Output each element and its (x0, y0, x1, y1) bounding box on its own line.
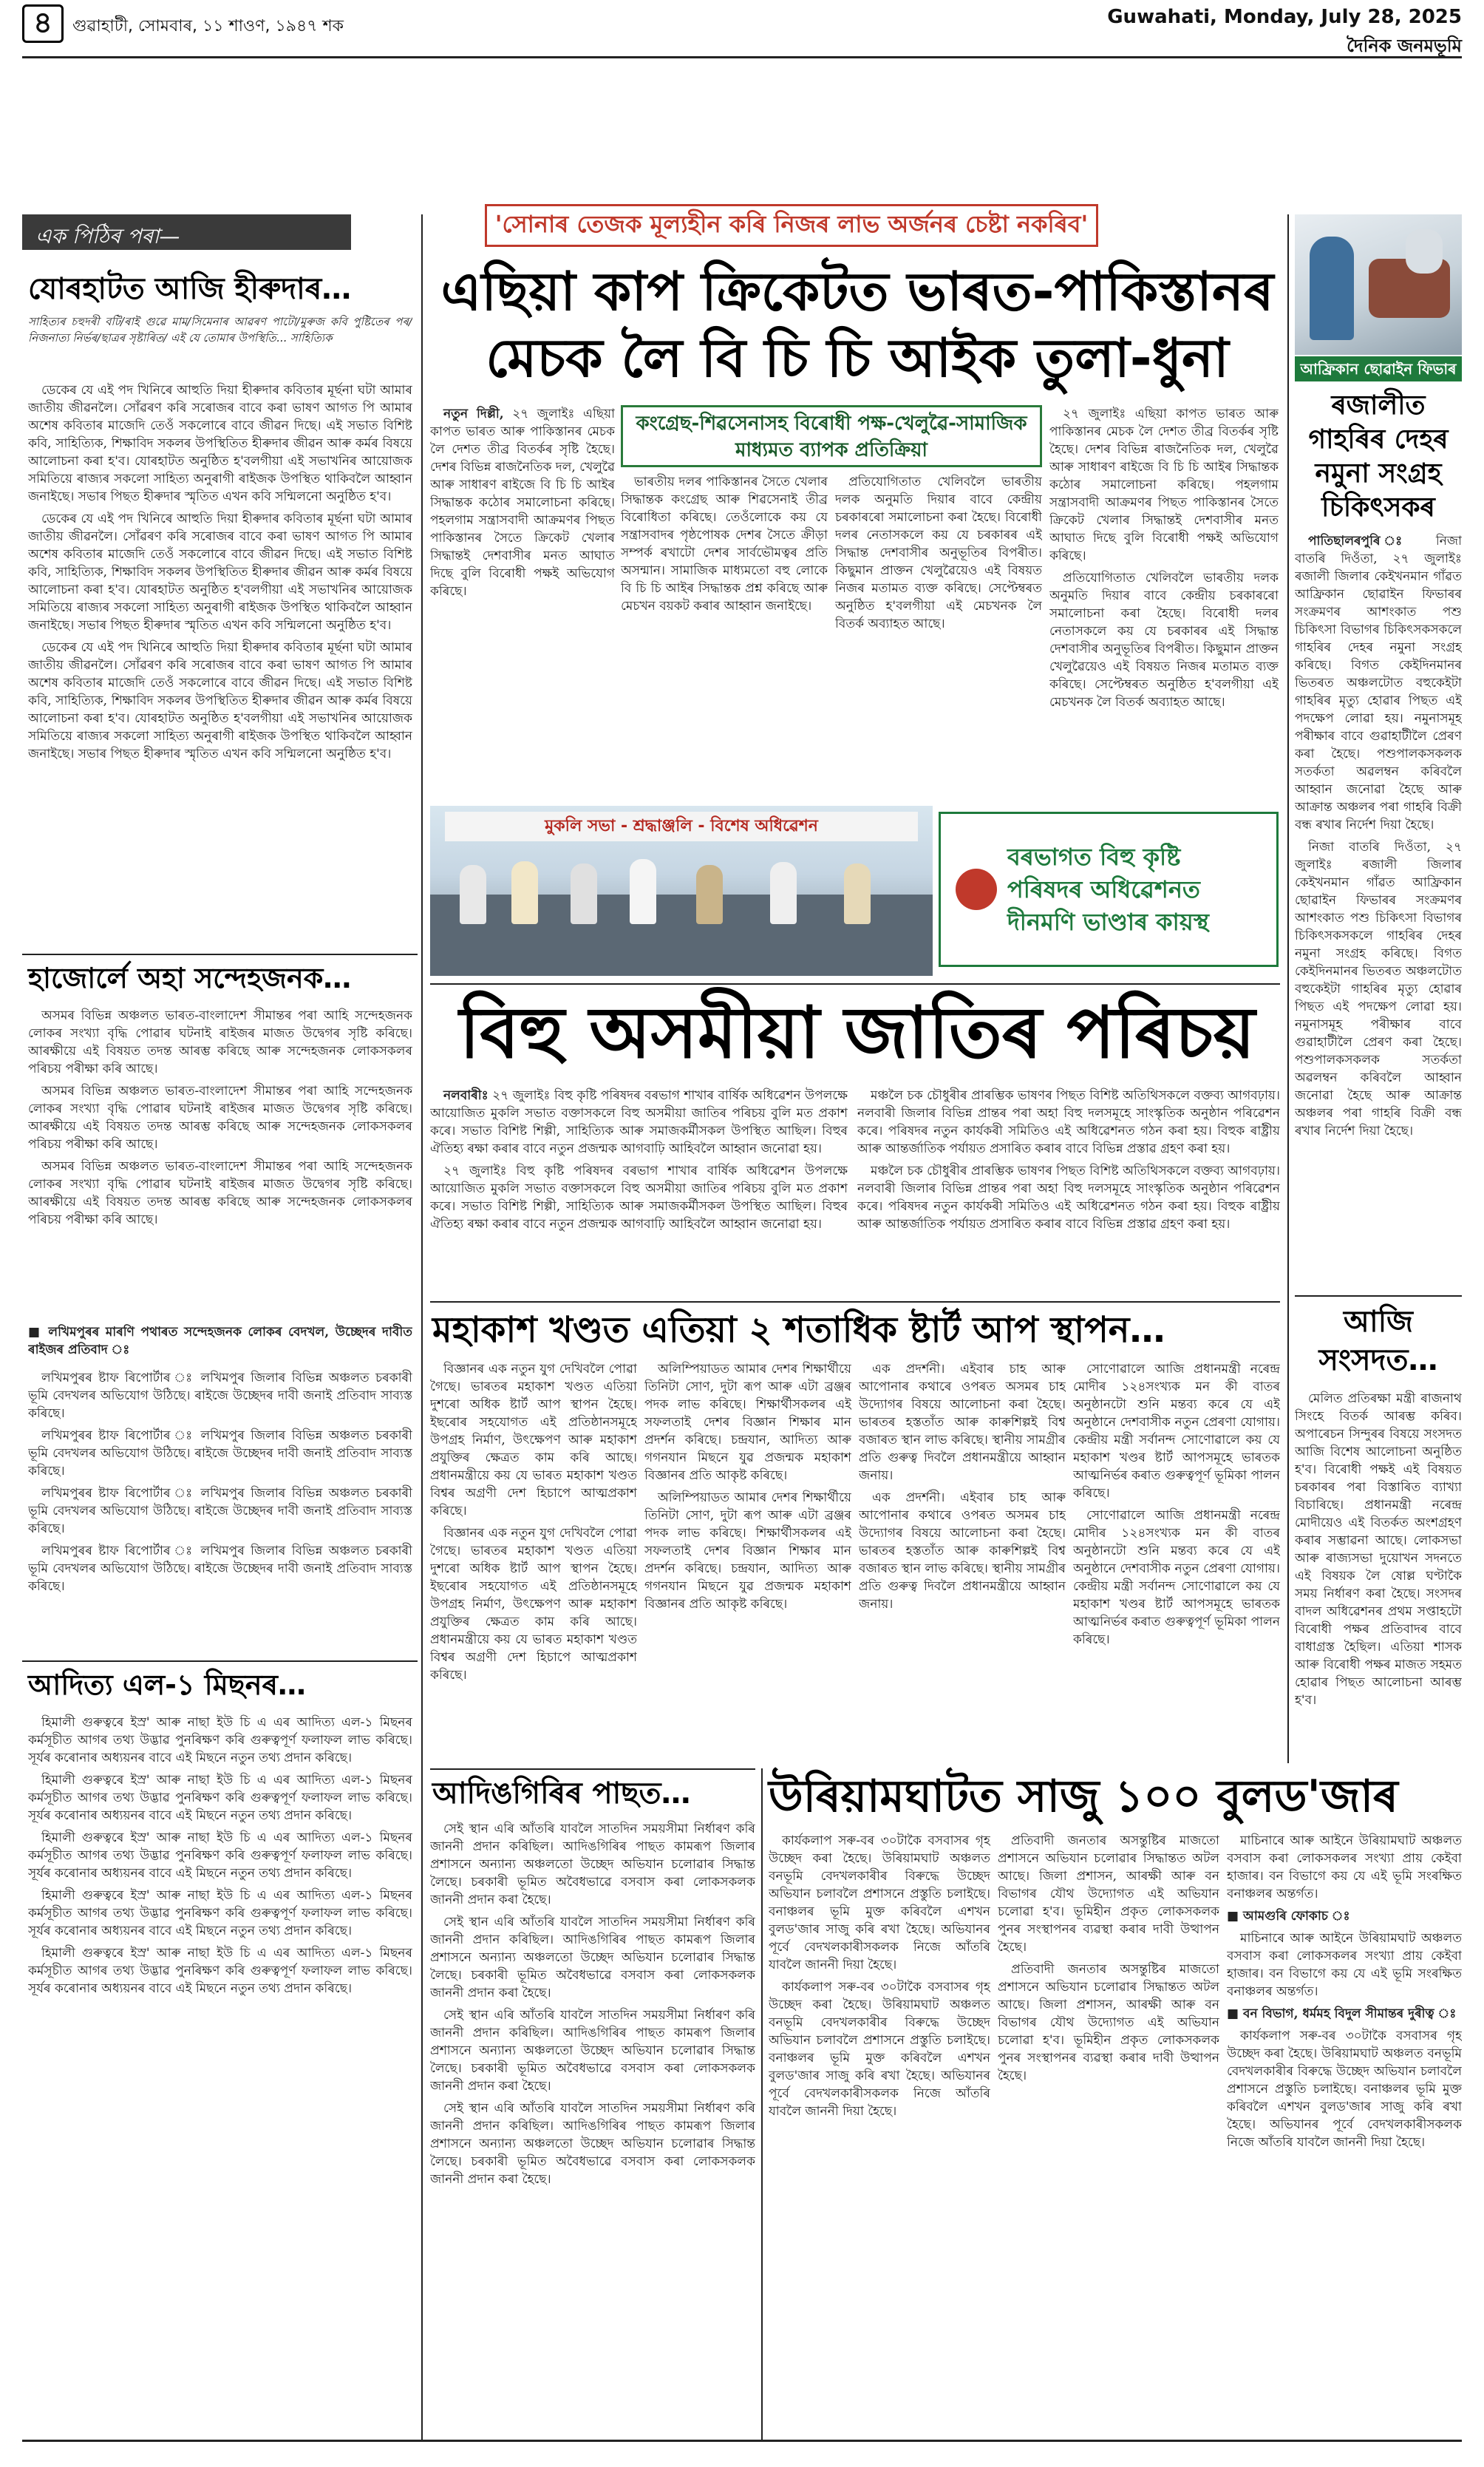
lead-paragraph: ভাৰতীয় দলৰ পাকিস্তানৰ সৈতে খেলাৰ সিদ্ধান্তক কংগ্ৰেছ আৰু শিৱসেনাই তীব্ৰ বিৰোধিতা কৰিছে। তেওঁলোকে কয় যে সন্ত্ৰাসবাদৰ পৃষ্ঠপোষক দেশৰ সৈতে ক্ৰীড়া সম্পৰ্ক ৰখাটো দেশৰ সাৰ্বভৌমত্বৰ প্ৰতি অসন্মান। সামাজিক মাধ্যমতো বহু লোকে বি চি চি আইৰ সিদ্ধান্তক প্ৰশ্ন কৰিছে আৰু মেচখন বয়কট কৰাৰ আহ্বান জনাইছে। (621, 475, 828, 614)
lead-body-c (835, 473, 1042, 798)
divider (22, 954, 418, 955)
story-paragraph: অসমৰ বিভিন্ন অঞ্চলত ভাৰত-বাংলাদেশ সীমান্তৰ পৰা আহি সন্দেহজনক লোকৰ সংখ্যা বৃদ্ধি পোৱাৰ ঘটনাই ৰাইজৰ মাজত উদ্বেগৰ সৃষ্টি কৰিছে। আৰক্ষীয়ে এই বিষয়ত তদন্ত আৰম্ভ কৰিছে আৰু সন্দেহজনক লোকসকলৰ পৰিচয় পৰীক্ষা কৰি আছে। (28, 1084, 412, 1152)
photo-person (696, 865, 723, 924)
adinggiri-paragraph: সেই স্থান এৰি আঁতৰি যাবলৈ সাতদিন সময়সীমা নিৰ্ধাৰণ কৰি জাননী প্ৰদান কৰিছিল। আদিঙগিৰিৰ পাছত কামৰূপ জিলাৰ প্ৰশাসনে অন্যান্য অঞ্চলতো উচ্ছেদ অভিযান চলোৱাৰ সিদ্ধান্ত লৈছে। চৰকাৰী ভূমিত অবৈধভাৱে বসবাস কৰা লোকসকলক জাননী প্ৰদান কৰা হৈছে। (430, 2101, 755, 2187)
divider (430, 983, 1280, 985)
lead-body-b (621, 473, 828, 798)
uriamghat-body-c (1227, 1832, 1462, 2434)
adinggiri-headline: আদিঙগিৰিৰ পাছত… (432, 1777, 691, 1811)
lead-paragraph: প্ৰতিযোগিতাত খেলিবলৈ ভাৰতীয় দলক অনুমতি দিয়াৰ বাবে কেন্দ্ৰীয় চৰকাৰৰো সমালোচনা কৰা হৈছে। বিৰোধী দলৰ নেতাসকলে কয় যে চৰকাৰৰ এই সিদ্ধান্ত দেশবাসীৰ অনুভূতিৰ বিপৰীত। কিছুমান প্ৰাক্তন খেলুৱৈয়েও এই বিষয়ত নিজৰ মতামত ব্যক্ত কৰিছে। সেপ্টেম্বৰত অনুষ্ঠিত হ'বলগীয়া এই মেচখনক লৈ বিতৰ্ক অব্যাহত আছে। (835, 475, 1042, 631)
footer-rule (22, 2440, 1462, 2442)
uriamghat-paragraph: কাৰ্যকলাপ সৰু-বৰ ৩০টাকৈ বসবাসৰ গৃহ উচ্ছেদ কৰা হৈছে। উৰিয়ামঘাট অঞ্চলত বনভূমি বেদখলকাৰীৰ বিৰুদ্ধে উচ্ছেদ অভিযান চলাবলৈ প্ৰশাসনে প্ৰস্তুতি চলাইছে। বনাঞ্চলৰ ভূমি মুক্ত কৰিবলৈ এশখন বুলড'জাৰ সাজু কৰি ৰখা হৈছে। অভিযানৰ পূৰ্বে বেদখলকাৰীসকলক নিজে আঁতৰি যাবলৈ জাননী দিয়া হৈছে। (769, 1980, 990, 2119)
page-number: ৪ (22, 4, 64, 43)
space-body-c (859, 1360, 1066, 1760)
uriamghat-paragraph: মাচিনাৰে আৰু আইনে উৰিয়ামঘাট অঞ্চলত বসবাস কৰা লোকসকলৰ সংখ্যা প্ৰায় কেইবা হাজাৰ। বন বিভাগে কয় যে এই ভূমি সংৰক্ষিত বনাঞ্চলৰ অন্তৰ্গত। (1227, 1931, 1462, 1999)
photo-person (1310, 237, 1354, 340)
story-paragraph: অসমৰ বিভিন্ন অঞ্চলত ভাৰত-বাংলাদেশ সীমান্তৰ পৰা আহি সন্দেহজনক লোকৰ সংখ্যা বৃদ্ধি পোৱাৰ ঘটনাই ৰাইজৰ মাজত উদ্বেগৰ সৃষ্টি কৰিছে। আৰক্ষীয়ে এই বিষয়ত তদন্ত আৰম্ভ কৰিছে আৰু সন্দেহজনক লোকসকলৰ পৰিচয় পৰীক্ষা কৰি আছে। (28, 1159, 412, 1227)
section-tag: এক পিঠিৰ পৰা— (22, 214, 351, 250)
space-paragraph: এক প্ৰদৰ্শনী। এইবাৰ চাহ আৰু আপোনাৰ কথাৰে ওপৰত অসমৰ চাহ উদ্যোগৰ বিষয়ে আলোচনা কৰা হৈছে। ভাৰতৰ হস্ততাঁত আৰু কাৰুশিল্পই বিশ্ব বজাৰত স্থান লাভ কৰিছে। স্থানীয় সামগ্ৰীৰ প্ৰতি গুৰুত্ব দিবলৈ প্ৰধানমন্ত্ৰীয়ে আহ্বান জনায়। (859, 1490, 1066, 1612)
story-paragraph: ডেকেৰ যে এই পদ খিনিৰে আহুতি দিয়া হীৰুদাৰ কবিতাৰ মূৰ্ছনা ঘটা আমাৰ জাতীয় জীৱনলৈ। সোঁৱৰণ কৰি সৰোজৰ বাবে কৰা ভাষণ আগত পি আমাৰ অশেষ কবিতাৰ মাজেদি তেওঁ সকলোৰে বাবে জীৱন দিছে। এই সভাত বিশিষ্ট কবি, সাহিত্যিক, শিক্ষাবিদ সকলৰ উপস্থিতিত হীৰুদাৰ জীৱন আৰু কৰ্মৰ বিষয়ে আলোচনা কৰা হ'ব। যোৰহাটত অনুষ্ঠিত হ'বলগীয়া এই সভাখনিৰ আয়োজক সমিতিয়ে ৰাজ্যৰ সকলো সাহিত্য অনুৰাগী ৰাইজক উপস্থিত থাকিবলৈ আহ্বান জনাইছে। সভাৰ পিছত হীৰুদাৰ স্মৃতিত এখন কবি সন্মিলনো অনুষ্ঠিত হ'ব। (28, 512, 412, 633)
lead-headline-line2: মেচক লৈ বি চি চি আইক তুলা-ধুনা (486, 327, 1229, 389)
space-paragraph: সোণোৱালে আজি প্ৰধানমন্ত্ৰী নৰেন্দ্ৰ মোদীৰ ১২৪সংখ্যক মন কী বাতৰ অনুষ্ঠানটো শুনি মন্তব্য কৰে যে এই অনুষ্ঠানে দেশবাসীক নতুন প্ৰেৰণা যোগায়। কেন্দ্ৰীয় মন্ত্ৰী সৰ্বানন্দ সোণোৱালে কয় যে মহাকাশ খণ্ডৰ ষ্টাৰ্ট আপসমূহে ভাৰতক আত্মনিৰ্ভৰ কৰাত গুৰুত্বপূৰ্ণ ভূমিকা পালন কৰিছে। (1073, 1362, 1280, 1501)
story-paragraph: লখিমপুৰৰ ষ্টাফ ৰিপোৰ্টাৰ ঃ লখিমপুৰ জিলাৰ বিভিন্ন অঞ্চলত চৰকাৰী ভূমি বেদখলৰ অভিযোগ উঠিছে। ৰাইজে উচ্ছেদৰ দাবী জনাই প্ৰতিবাদ সাব্যস্ত কৰিছে। (28, 1428, 412, 1479)
story-headline-hajo: হাজোৰ্লে অহা সন্দেহজনক… (28, 962, 352, 994)
bullet-icon (956, 869, 997, 910)
bihu-paragraph: মঞ্চলৈ চক চৌধুৰীৰ প্ৰাৰম্ভিক ভাষণৰ পিছত বিশিষ্ট অতিথিসকলে বক্তব্য আগবঢ়ায়। নলবাৰী জিলাৰ বিভিন্ন প্ৰান্তৰ পৰা অহা বিহু দলসমূহে সাংস্কৃতিক অনুষ্ঠান পৰিৱেশন কৰে। পৰিষদৰ নতুন কাৰ্যকৰী সমিতিও এই অধিৱেশনত গঠন কৰা হয়। বিহুক ৰাষ্ট্ৰীয় আৰু আন্তৰ্জাতিক পৰ্যায়ত প্ৰসাৰিত কৰাৰ বাবে বিভিন্ন প্ৰস্তাৱ গ্ৰহণ কৰা হয়। (857, 1164, 1280, 1232)
photo-person (844, 863, 871, 924)
bihu-paragraph (430, 1087, 848, 1158)
story-intro-jorhat: সাহিত্যৰ চহুদৰী বটি/ৰাই গুৱে মাম/সিমেনাৰ আৱৰণ পাটো/মুৰুজ কবি পুষ্টিতেৰ পৰ/নিজনাত্য নিৰ্ভৰ/ছাত্ৰৰ সৃষ্টাৰিত/ এই যে তোমাৰ উপস্থিতি... সাহিত্যিক (28, 315, 412, 345)
uriamghat-subhead: ■ বন বিভাগ, ধৰ্মমহ বিদুল সীমান্তৰ দুৰীত্ব ঃ (1227, 2006, 1457, 2021)
space-paragraph: সোণোৱালে আজি প্ৰধানমন্ত্ৰী নৰেন্দ্ৰ মোদীৰ ১২৪সংখ্যক মন কী বাতৰ অনুষ্ঠানটো শুনি মন্তব্য কৰে যে এই অনুষ্ঠানে দেশবাসীক নতুন প্ৰেৰণা যোগায়। কেন্দ্ৰীয় মন্ত্ৰী সৰ্বানন্দ সোণোৱালে কয় যে মহাকাশ খণ্ডৰ ষ্টাৰ্ট আপসমূহে ভাৰতক আত্মনিৰ্ভৰ কৰাত গুৰুত্বপূৰ্ণ ভূমিকা পালন কৰিছে। (1073, 1508, 1280, 1647)
divider (22, 1660, 418, 1662)
bihu-byline: নলবাৰীঃ (443, 1088, 489, 1103)
vet-photo-caption: আফ্ৰিকান ছোৱাইন ফিভাৰ (1295, 356, 1462, 381)
space-paragraph: এক প্ৰদৰ্শনী। এইবাৰ চাহ আৰু আপোনাৰ কথাৰে ওপৰত অসমৰ চাহ উদ্যোগৰ বিষয়ে আলোচনা কৰা হৈছে। ভাৰতৰ হস্ততাঁত আৰু কাৰুশিল্পই বিশ্ব বজাৰত স্থান লাভ কৰিছে। স্থানীয় সামগ্ৰীৰ প্ৰতি গুৰুত্ব দিবলৈ প্ৰধানমন্ত্ৰীয়ে আহ্বান জনায়। (859, 1362, 1066, 1483)
lead-headline-line1: এছিয়া কাপ ক্ৰিকেটত ভাৰত-পাকিস্তানৰ (440, 260, 1274, 322)
space-paragraph: বিজ্ঞানৰ এক নতুন যুগ দেখিবলৈ পোৱা গৈছে। ভাৰতৰ মহাকাশ খণ্ডত এতিয়া দুশৰো অধিক ষ্টাৰ্ট আপ স্থাপন হৈছে। ইছৰোৰ সহযোগত এই প্ৰতিষ্ঠানসমূহে উপগ্ৰহ নিৰ্মাণ, উৎক্ষেপণ আৰু মহাকাশ প্ৰযুক্তিৰ ক্ষেত্ৰত কাম কৰি আছে। প্ৰধানমন্ত্ৰীয়ে কয় যে ভাৰত মহাকাশ খণ্ডত বিশ্বৰ অগ্ৰণী দেশ হিচাপে আত্মপ্ৰকাশ কৰিছে। (430, 1526, 637, 1683)
photo-person (571, 863, 597, 924)
divider (430, 1768, 755, 1770)
rangia-paragraph (1295, 532, 1462, 834)
uriamghat-paragraph: প্ৰতিবাদী জনতাৰ অসন্তুষ্টিৰ মাজতো প্ৰশাসনে অভিযান চলোৱাৰ সিদ্ধান্তত অটল আছে। জিলা প্ৰশাসন, আৰক্ষী আৰু বন বিভাগৰ যৌথ উদ্যোগত এই অভিযান চলোৱা হ'ব। ভূমিহীন প্ৰকৃত লোকসকলক পুনৰ সংস্থাপনৰ ব্যৱস্থা কৰাৰ দাবী উত্থাপন হৈছে। (998, 1962, 1219, 2083)
story-subhead-lakhimpur: ■ লখিমপুৰৰ মাৰণি পথাৰত সন্দেহজনক লোকৰ বেদখল, উচ্ছেদৰ দাবীত ৰাইজৰ প্ৰতিবাদ ঃ (28, 1325, 412, 1357)
photo-stage-banner: মুকলি সভা - শ্ৰদ্ধাঞ্জলি - বিশেষ অধিৱেশন (445, 812, 918, 841)
uriamghat-paragraph: প্ৰতিবাদী জনতাৰ অসন্তুষ্টিৰ মাজতো প্ৰশাসনে অভিযান চলোৱাৰ সিদ্ধান্তত অটল আছে। জিলা প্ৰশাসন, আৰক্ষী আৰু বন বিভাগৰ যৌথ উদ্যোগত এই অভিযান চলোৱা হ'ব। ভূমিহীন প্ৰকৃত লোকসকলক পুনৰ সংস্থাপনৰ ব্যৱস্থা কৰাৰ দাবী উত্থাপন হৈছে। (998, 1833, 1219, 1955)
photo-person (511, 861, 538, 924)
story-paragraph: ডেকেৰ যে এই পদ খিনিৰে আহুতি দিয়া হীৰুদাৰ কবিতাৰ মূৰ্ছনা ঘটা আমাৰ জাতীয় জীৱনলৈ। সোঁৱৰণ কৰি সৰোজৰ বাবে কৰা ভাষণ আগত পি আমাৰ অশেষ কবিতাৰ মাজেদি তেওঁ সকলোৰে বাবে জীৱন দিছে। এই সভাত বিশিষ্ট কবি, সাহিত্যিক, শিক্ষাবিদ সকলৰ উপস্থিতিত হীৰুদাৰ জীৱন আৰু কৰ্মৰ বিষয়ে আলোচনা কৰা হ'ব। যোৰহাটত অনুষ্ঠিত হ'বলগীয়া এই সভাখনিৰ আয়োজক সমিতিয়ে ৰাজ্যৰ সকলো সাহিত্য অনুৰাগী ৰাইজক উপস্থিত থাকিবলৈ আহ্বান জনাইছে। সভাৰ পিছত হীৰুদাৰ স্মৃতিত এখন কবি সন্মিলনো অনুষ্ঠিত হ'ব। (28, 383, 412, 504)
space-paragraph: অলিম্পিয়াডত আমাৰ দেশৰ শিক্ষাৰ্থীয়ে তিনিটা সোণ, দুটা ৰূপ আৰু এটা ব্ৰঞ্জৰ পদক লাভ কৰিছে। শিক্ষাৰ্থীসকলৰ এই সফলতাই দেশৰ বিজ্ঞান শিক্ষাৰ মান প্ৰদৰ্শন কৰিছে। চন্দ্ৰযান, আদিত্য আৰু গগনযান মিছনে যুৱ প্ৰজন্মক মহাকাশ বিজ্ঞানৰ প্ৰতি আকৃষ্ট কৰিছে। (644, 1362, 851, 1483)
photo-person (1406, 229, 1443, 274)
story-body-lakhimpur (28, 1369, 412, 1646)
rangia-text: নিজা বাতৰি দিওঁতা, ২৭ জুলাইঃ ৰজালী জিলাৰ কেইখনমান গাঁৱত আফ্ৰিকান ছোৱাইন ফিভাৰৰ সংক্ৰমণৰ আশংকাত পশু চিকিৎসা বিভাগৰ চিকিৎসকসকলে গাহৰিৰ দেহৰ নমুনা সংগ্ৰহ কৰিছে। বিগত কেইদিনমানৰ ভিতৰত অঞ্চলটোত বহুকেইটা গাহৰিৰ মৃত্যু হোৱাৰ পিছত এই পদক্ষেপ লোৱা হয়। নমুনাসমূহ পৰীক্ষাৰ বাবে গুৱাহাটীলৈ প্ৰেৰণ কৰা হৈছে। পশুপালকসকলক সতৰ্কতা অৱলম্বন কৰিবলৈ আহ্বান জনোৱা হৈছে আৰু আক্ৰান্ত অঞ্চলৰ পৰা গাহৰি বিক্ৰী বন্ধ ৰখাৰ নিৰ্দেশ দিয়া হৈছে। (1295, 534, 1462, 832)
parliament-body (1295, 1390, 1462, 1760)
lead-body-a (430, 405, 615, 797)
ad-box (939, 812, 1279, 967)
lead-sub-banner: কংগ্ৰেছ-শিৱসেনাসহ বিৰোধী পক্ষ-খেলুৱৈ-সামাজিক মাধ্যমত ব্যাপক প্ৰতিক্ৰিয়া (621, 405, 1042, 467)
story-paragraph: ডেকেৰ যে এই পদ খিনিৰে আহুতি দিয়া হীৰুদাৰ কবিতাৰ মূৰ্ছনা ঘটা আমাৰ জাতীয় জীৱনলৈ। সোঁৱৰণ কৰি সৰোজৰ বাবে কৰা ভাষণ আগত পি আমাৰ অশেষ কবিতাৰ মাজেদি তেওঁ সকলোৰে বাবে জীৱন দিছে। এই সভাত বিশিষ্ট কবি, সাহিত্যিক, শিক্ষাবিদ সকলৰ উপস্থিতিত হীৰুদাৰ জীৱন আৰু কৰ্মৰ বিষয়ে আলোচনা কৰা হ'ব। যোৰহাটত অনুষ্ঠিত হ'বলগীয়া এই সভাখনিৰ আয়োজক সমিতিয়ে ৰাজ্যৰ সকলো সাহিত্য অনুৰাগী ৰাইজক উপস্থিত থাকিবলৈ আহ্বান জনাইছে। সভাৰ পিছত হীৰুদাৰ স্মৃতিত এখন কবি সন্মিলনো অনুষ্ঠিত হ'ব। (28, 640, 412, 761)
lead-paragraph: প্ৰতিযোগিতাত খেলিবলৈ ভাৰতীয় দলক অনুমতি দিয়াৰ বাবে কেন্দ্ৰীয় চৰকাৰৰো সমালোচনা কৰা হৈছে। বিৰোধী দলৰ নেতাসকলে কয় যে চৰকাৰৰ এই সিদ্ধান্ত দেশবাসীৰ অনুভূতিৰ বিপৰীত। কিছুমান প্ৰাক্তন খেলুৱৈয়েও এই বিষয়ত নিজৰ মতামত ব্যক্ত কৰিছে। সেপ্টেম্বৰত অনুষ্ঠিত হ'বলগীয়া এই মেচখনক লৈ বিতৰ্ক অব্যাহত আছে। (1049, 571, 1279, 710)
story-paragraph: অসমৰ বিভিন্ন অঞ্চলত ভাৰত-বাংলাদেশ সীমান্তৰ পৰা আহি সন্দেহজনক লোকৰ সংখ্যা বৃদ্ধি পোৱাৰ ঘটনাই ৰাইজৰ মাজত উদ্বেগৰ সৃষ্টি কৰিছে। আৰক্ষীয়ে এই বিষয়ত তদন্ত আৰম্ভ কৰিছে আৰু সন্দেহজনক লোকসকলৰ পৰিচয় পৰীক্ষা কৰি আছে। (28, 1008, 412, 1076)
lead-body-d (1049, 405, 1279, 797)
uriamghat-body-a (769, 1832, 990, 2434)
space-body-b (644, 1360, 851, 1760)
photo-person (460, 865, 486, 924)
rangia-headline: ৰজালীত গাহৰিৰ দেহৰ নমুনা সংগ্ৰহ চিকিৎসকৰ (1308, 390, 1449, 523)
space-body-a (430, 1360, 637, 1760)
adinggiri-paragraph: সেই স্থান এৰি আঁতৰি যাবলৈ সাতদিন সময়সীমা নিৰ্ধাৰণ কৰি জাননী প্ৰদান কৰিছিল। আদিঙগিৰিৰ পাছত কামৰূপ জিলাৰ প্ৰশাসনে অন্যান্য অঞ্চলতো উচ্ছেদ অভিযান চলোৱাৰ সিদ্ধান্ত লৈছে। চৰকাৰী ভূমিত অবৈধভাৱে বসবাস কৰা লোকসকলক জাননী প্ৰদান কৰা হৈছে। (430, 1915, 755, 2001)
space-headline: মহাকাশ খণ্ডত এতিয়া ২ শতাধিক ষ্টাৰ্ট আপ স্থাপন… (432, 1309, 1165, 1351)
bihu-body-a (430, 1087, 848, 1294)
lead-paragraph: ২৭ জুলাইঃ এছিয়া কাপত ভাৰত আৰু পাকিস্তানৰ মেচক লৈ দেশত তীব্ৰ বিতৰ্কৰ সৃষ্টি হৈছে। দেশৰ বিভিন্ন ৰাজনৈতিক দল, খেলুৱৈ আৰু সাধাৰণ ৰাইজে বি চি চি আইৰ সিদ্ধান্তক কঠোৰ সমালোচনা কৰিছে। পহলগাম সন্ত্ৰাসবাদী আক্ৰমণৰ পিছত পাকিস্তানৰ সৈতে ক্ৰিকেট খেলাৰ সিদ্ধান্তই দেশবাসীৰ মনত আঘাত দিছে বুলি বিৰোধী পক্ষই অভিযোগ কৰিছে। (1049, 407, 1279, 563)
bihu-paragraph: মঞ্চলৈ চক চৌধুৰীৰ প্ৰাৰম্ভিক ভাষণৰ পিছত বিশিষ্ট অতিথিসকলে বক্তব্য আগবঢ়ায়। নলবাৰী জিলাৰ বিভিন্ন প্ৰান্তৰ পৰা অহা বিহু দলসমূহে সাংস্কৃতিক অনুষ্ঠান পৰিৱেশন কৰে। পৰিষদৰ নতুন কাৰ্যকৰী সমিতিও এই অধিৱেশনত গঠন কৰা হয়। বিহুক ৰাষ্ট্ৰীয় আৰু আন্তৰ্জাতিক পৰ্যায়ত প্ৰসাৰিত কৰাৰ বাবে বিভিন্ন প্ৰস্তাৱ গ্ৰহণ কৰা হয়। (857, 1088, 1280, 1156)
ad-box-title: বৰভাগত বিহু কৃষ্টি পৰিষদৰ অধিৱেশনত দীনমণি ভাণ্ডাৰ কায়স্থ (1007, 843, 1209, 936)
parliament-headline: আজি সংসদত… (1318, 1305, 1438, 1377)
story-paragraph: হিমালী গুৰুত্বৰে ইস্ৰ' আৰু নাছা ইউ চি এ এৰ আদিত্য এল-১ মিছনৰ কৰ্মসূচীত আগৰ তথ্য উদ্ভাৱ পুনৰিক্ষণ কৰি গুৰুত্বপূৰ্ণ ফলাফল লাভ কৰিছে। সূৰ্যৰ কৰোনাৰ অধ্যয়নৰ বাবে এই মিছনে নতুন তথ্য প্ৰদান কৰিছে। (28, 1888, 412, 1938)
space-body-d (1073, 1360, 1280, 1760)
story-body-hajo (28, 1007, 412, 1317)
column-rule (421, 214, 423, 2440)
space-paragraph: অলিম্পিয়াডত আমাৰ দেশৰ শিক্ষাৰ্থীয়ে তিনিটা সোণ, দুটা ৰূপ আৰু এটা ব্ৰঞ্জৰ পদক লাভ কৰিছে। শিক্ষাৰ্থীসকলৰ এই সফলতাই দেশৰ বিজ্ঞান শিক্ষাৰ মান প্ৰদৰ্শন কৰিছে। চন্দ্ৰযান, আদিত্য আৰু গগনযান মিছনে যুৱ প্ৰজন্মক মহাকাশ বিজ্ঞানৰ প্ৰতি আকৃষ্ট কৰিছে। (644, 1490, 851, 1612)
story-paragraph: হিমালী গুৰুত্বৰে ইস্ৰ' আৰু নাছা ইউ চি এ এৰ আদিত্য এল-১ মিছনৰ কৰ্মসূচীত আগৰ তথ্য উদ্ভাৱ পুনৰিক্ষণ কৰি গুৰুত্বপূৰ্ণ ফলাফল লাভ কৰিছে। সূৰ্যৰ কৰোনাৰ অধ্যয়নৰ বাবে এই মিছনে নতুন তথ্য প্ৰদান কৰিছে। (28, 1946, 412, 1996)
story-paragraph: লখিমপুৰৰ ষ্টাফ ৰিপোৰ্টাৰ ঃ লখিমপুৰ জিলাৰ বিভিন্ন অঞ্চলত চৰকাৰী ভূমি বেদখলৰ অভিযোগ উঠিছে। ৰাইজে উচ্ছেদৰ দাবী জনাই প্ৰতিবাদ সাব্যস্ত কৰিছে। (28, 1544, 412, 1594)
bihu-paragraph: ২৭ জুলাইঃ বিহু কৃষ্টি পৰিষদৰ বৰভাগ শাখাৰ বাৰ্ষিক অধিৱেশন উপলক্ষে আয়োজিত মুকলি সভাত বক্তাসকলে বিহু অসমীয়া জাতিৰ পৰিচয় বুলি মত প্ৰকাশ কৰে। সভাত বিশিষ্ট শিল্পী, সাহিত্যিক আৰু সমাজকৰ্মীসকল উপস্থিত আছিল। বিহুৰ ঐতিহ্য ৰক্ষা কৰাৰ বাবে নতুন প্ৰজন্মক আগবাঢ়ি আহিবলৈ আহ্বান জনোৱা হয়। (430, 1164, 848, 1232)
bihu-text: ২৭ জুলাইঃ বিহু কৃষ্টি পৰিষদৰ বৰভাগ শাখাৰ বাৰ্ষিক অধিৱেশন উপলক্ষে আয়োজিত মুকলি সভাত বক্তাসকলে বিহু অসমীয়া জাতিৰ পৰিচয় বুলি মত প্ৰকাশ কৰে। সভাত বিশিষ্ট শিল্পী, সাহিত্যিক আৰু সমাজকৰ্মীসকল উপস্থিত আছিল। বিহুৰ ঐতিহ্য ৰক্ষা কৰাৰ বাবে নতুন প্ৰজন্মক আগবাঢ়ি আহিবলৈ আহ্বান জনোৱা হয়। (430, 1088, 848, 1156)
event-photo (430, 806, 933, 976)
adinggiri-paragraph: সেই স্থান এৰি আঁতৰি যাবলৈ সাতদিন সময়সীমা নিৰ্ধাৰণ কৰি জাননী প্ৰদান কৰিছিল। আদিঙগিৰিৰ পাছত কামৰূপ জিলাৰ প্ৰশাসনে অন্যান্য অঞ্চলতো উচ্ছেদ অভিযান চলোৱাৰ সিদ্ধান্ত লৈছে। চৰকাৰী ভূমিত অবৈধভাৱে বসবাস কৰা লোকসকলক জাননী প্ৰদান কৰা হৈছে। (430, 1822, 755, 1907)
rangia-byline: পাতিছালৰপুৰি ঃ (1308, 534, 1417, 549)
lead-byline: নতুন দিল্লী, (443, 407, 504, 421)
column-rule (761, 1768, 763, 2441)
bihu-headline: বিহু অসমীয়া জাতিৰ পৰিচয় (459, 991, 1256, 1074)
parliament-paragraph: মেলিত প্ৰতিৰক্ষা মন্ত্ৰী ৰাজনাথ সিংহে বিতৰ্ক আৰম্ভ কৰিব। অপাৰেচন সিন্দুৰৰ বিষয়ে সংসদত আজি বিশেষ আলোচনা অনুষ্ঠিত হ'ব। বিৰোধী পক্ষই এই বিষয়ত চৰকাৰৰ পৰা বিস্তাৰিত ব্যাখ্যা বিচাৰিছে। প্ৰধানমন্ত্ৰী নৰেন্দ্ৰ মোদীয়েও এই বিতৰ্কত অংশগ্ৰহণ কৰাৰ সম্ভাৱনা আছে। লোকসভা আৰু ৰাজ্যসভা দুয়োখন সদনতে এই বিষয়ক লৈ ষোল্ল ঘণ্টাকৈ সময় নিৰ্ধাৰণ কৰা হৈছে। সংসদৰ বাদল অধিৱেশনৰ প্ৰথম সপ্তাহটো বিৰোধী পক্ষৰ প্ৰতিবাদৰ বাবে বাধাগ্ৰস্ত হৈছিল। এতিয়া শাসক আৰু বিৰোধী পক্ষৰ মাজত সহমত হোৱাৰ পিছত আলোচনা আৰম্ভ হ'ব। (1295, 1391, 1462, 1708)
header-rule (22, 56, 1462, 58)
masthead: দৈনিক জনমভূমি (1347, 35, 1462, 56)
story-paragraph: হিমালী গুৰুত্বৰে ইস্ৰ' আৰু নাছা ইউ চি এ এৰ আদিত্য এল-১ মিছনৰ কৰ্মসূচীত আগৰ তথ্য উদ্ভাৱ পুনৰিক্ষণ কৰি গুৰুত্বপূৰ্ণ ফলাফল লাভ কৰিছে। সূৰ্যৰ কৰোনাৰ অধ্যয়নৰ বাবে এই মিছনে নতুন তথ্য প্ৰদান কৰিছে। (28, 1773, 412, 1823)
divider (430, 1301, 1280, 1303)
uriamghat-subhead: ■ আমগুৰি ফোকাচ ঃ (1227, 1909, 1350, 1924)
story-paragraph: লখিমপুৰৰ ষ্টাফ ৰিপোৰ্টাৰ ঃ লখিমপুৰ জিলাৰ বিভিন্ন অঞ্চলত চৰকাৰী ভূমি বেদখলৰ অভিযোগ উঠিছে। ৰাইজে উচ্ছেদৰ দাবী জনাই প্ৰতিবাদ সাব্যস্ত কৰিছে। (28, 1486, 412, 1536)
lead-paragraph (430, 405, 615, 600)
photo-person (770, 862, 797, 924)
bihu-body-b (857, 1087, 1280, 1294)
story-paragraph: লখিমপুৰৰ ষ্টাফ ৰিপোৰ্টাৰ ঃ লখিমপুৰ জিলাৰ বিভিন্ন অঞ্চলত চৰকাৰী ভূমি বেদখলৰ অভিযোগ উঠিছে। ৰাইজে উচ্ছেদৰ দাবী জনাই প্ৰতিবাদ সাব্যস্ত কৰিছে। (28, 1371, 412, 1421)
uriamghat-paragraph: কাৰ্যকলাপ সৰু-বৰ ৩০টাকৈ বসবাসৰ গৃহ উচ্ছেদ কৰা হৈছে। উৰিয়ামঘাট অঞ্চলত বনভূমি বেদখলকাৰীৰ বিৰুদ্ধে উচ্ছেদ অভিযান চলাবলৈ প্ৰশাসনে প্ৰস্তুতি চলাইছে। বনাঞ্চলৰ ভূমি মুক্ত কৰিবলৈ এশখন বুলড'জাৰ সাজু কৰি ৰখা হৈছে। অভিযানৰ পূৰ্বে বেদখলকাৰীসকলক নিজে আঁতৰি যাবলৈ জাননী দিয়া হৈছে। (1227, 2029, 1462, 2150)
photo-person (630, 859, 656, 924)
column-rule (1287, 214, 1289, 1763)
story-paragraph: হিমালী গুৰুত্বৰে ইস্ৰ' আৰু নাছা ইউ চি এ এৰ আদিত্য এল-১ মিছনৰ কৰ্মসূচীত আগৰ তথ্য উদ্ভাৱ পুনৰিক্ষণ কৰি গুৰুত্বপূৰ্ণ ফলাফল লাভ কৰিছে। সূৰ্যৰ কৰোনাৰ অধ্যয়নৰ বাবে এই মিছনে নতুন তথ্য প্ৰদান কৰিছে। (28, 1715, 412, 1765)
dateline-left: গুৱাহাটী, সোমবাৰ, ১১ শাওণ, ১৯৪৭ শক (72, 17, 344, 35)
adinggiri-body (430, 1820, 755, 2434)
lead-kicker: 'সোনাৰ তেজক মূল্যহীন কৰি নিজৰ লাভ অৰ্জনৰ চেষ্টা নকৰিব' (485, 204, 1098, 247)
uriamghat-body-b (998, 1832, 1219, 2434)
uriamghat-paragraph: কাৰ্যকলাপ সৰু-বৰ ৩০টাকৈ বসবাসৰ গৃহ উচ্ছেদ কৰা হৈছে। উৰিয়ামঘাট অঞ্চলত বনভূমি বেদখলকাৰীৰ বিৰুদ্ধে উচ্ছেদ অভিযান চলাবলৈ প্ৰশাসনে প্ৰস্তুতি চলাইছে। বনাঞ্চলৰ ভূমি মুক্ত কৰিবলৈ এশখন বুলড'জাৰ সাজু কৰি ৰখা হৈছে। অভিযানৰ পূৰ্বে বেদখলকাৰীসকলক নিজে আঁতৰি যাবলৈ জাননী দিয়া হৈছে। (769, 1833, 990, 1972)
divider (1295, 1295, 1462, 1297)
uriamghat-headline: উৰিয়ামঘাটত সাজু ১০০ বুলড'জাৰ (769, 1771, 1398, 1822)
uriamghat-paragraph: মাচিনাৰে আৰু আইনে উৰিয়ামঘাট অঞ্চলত বসবাস কৰা লোকসকলৰ সংখ্যা প্ৰায় কেইবা হাজাৰ। বন বিভাগে কয় যে এই ভূমি সংৰক্ষিত বনাঞ্চলৰ অন্তৰ্গত। (1227, 1833, 1462, 1901)
dateline-right: Guwahati, Monday, July 28, 2025 (1107, 6, 1462, 28)
story-body-aditya (28, 1714, 412, 2434)
adinggiri-paragraph: সেই স্থান এৰি আঁতৰি যাবলৈ সাতদিন সময়সীমা নিৰ্ধাৰণ কৰি জাননী প্ৰদান কৰিছিল। আদিঙগিৰিৰ পাছত কামৰূপ জিলাৰ প্ৰশাসনে অন্যান্য অঞ্চলতো উচ্ছেদ অভিযান চলোৱাৰ সিদ্ধান্ত লৈছে। চৰকাৰী ভূমিত অবৈধভাৱে বসবাস কৰা লোকসকলক জাননী প্ৰদান কৰা হৈছে। (430, 2008, 755, 2094)
rangia-body (1295, 532, 1462, 1405)
story-paragraph: হিমালী গুৰুত্বৰে ইস্ৰ' আৰু নাছা ইউ চি এ এৰ আদিত্য এল-১ মিছনৰ কৰ্মসূচীত আগৰ তথ্য উদ্ভাৱ পুনৰিক্ষণ কৰি গুৰুত্বপূৰ্ণ ফলাফল লাভ কৰিছে। সূৰ্যৰ কৰোনাৰ অধ্যয়নৰ বাবে এই মিছনে নতুন তথ্য প্ৰদান কৰিছে। (28, 1830, 412, 1881)
story-headline-aditya: আদিত্য এল-১ মিছনৰ… (28, 1669, 306, 1701)
rangia-paragraph: নিজা বাতৰি দিওঁতা, ২৭ জুলাইঃ ৰজালী জিলাৰ কেইখনমান গাঁৱত আফ্ৰিকান ছোৱাইন ফিভাৰৰ সংক্ৰমণৰ আশংকাত পশু চিকিৎসা বিভাগৰ চিকিৎসকসকলে গাহৰিৰ দেহৰ নমুনা সংগ্ৰহ কৰিছে। বিগত কেইদিনমানৰ ভিতৰত অঞ্চলটোত বহুকেইটা গাহৰিৰ মৃত্যু হোৱাৰ পিছত এই পদক্ষেপ লোৱা হয়। নমুনাসমূহ পৰীক্ষাৰ বাবে গুৱাহাটীলৈ প্ৰেৰণ কৰা হৈছে। পশুপালকসকলক সতৰ্কতা অৱলম্বন কৰিবলৈ আহ্বান জনোৱা হৈছে আৰু আক্ৰান্ত অঞ্চলৰ পৰা গাহৰি বিক্ৰী বন্ধ ৰখাৰ নিৰ্দেশ দিয়া হৈছে। (1295, 840, 1462, 1139)
vet-photo (1295, 214, 1462, 355)
space-paragraph: বিজ্ঞানৰ এক নতুন যুগ দেখিবলৈ পোৱা গৈছে। ভাৰতৰ মহাকাশ খণ্ডত এতিয়া দুশৰো অধিক ষ্টাৰ্ট আপ স্থাপন হৈছে। ইছৰোৰ সহযোগত এই প্ৰতিষ্ঠানসমূহে উপগ্ৰহ নিৰ্মাণ, উৎক্ষেপণ আৰু মহাকাশ প্ৰযুক্তিৰ ক্ষেত্ৰত কাম কৰি আছে। প্ৰধানমন্ত্ৰীয়ে কয় যে ভাৰত মহাকাশ খণ্ডত বিশ্বৰ অগ্ৰণী দেশ হিচাপে আত্মপ্ৰকাশ কৰিছে। (430, 1362, 637, 1518)
story-headline-jorhat: যোৰহাটত আজি হীৰুদাৰ… (28, 272, 352, 306)
story-body-jorhat (28, 381, 412, 947)
lead-text: ২৭ জুলাইঃ এছিয়া কাপত ভাৰত আৰু পাকিস্তানৰ মেচক লৈ দেশত তীব্ৰ বিতৰ্কৰ সৃষ্টি হৈছে। দেশৰ বিভিন্ন ৰাজনৈতিক দল, খেলুৱৈ আৰু সাধাৰণ ৰাইজে বি চি চি আইৰ সিদ্ধান্তক কঠোৰ সমালোচনা কৰিছে। পহলগাম সন্ত্ৰাসবাদী আক্ৰমণৰ পিছত পাকিস্তানৰ সৈতে ক্ৰিকেট খেলাৰ সিদ্ধান্তই দেশবাসীৰ মনত আঘাত দিছে বুলি বিৰোধী পক্ষই অভিযোগ কৰিছে। (430, 407, 615, 599)
